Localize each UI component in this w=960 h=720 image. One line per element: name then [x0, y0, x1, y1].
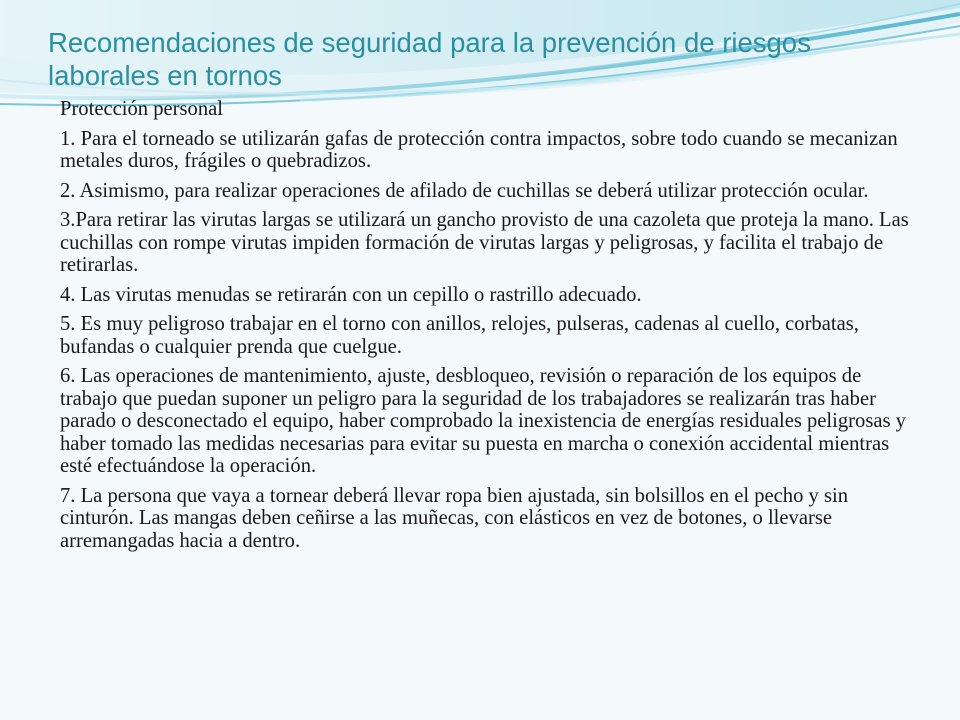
recommendation-item-7: 7. La persona que vaya a tornear deberá llevar ropa bien ajustada, sin bolsillos en el pecho y sin cinturón. Las mangas deben ceñirse a las muñecas, con elásticos en vez de botones, o llevarse arremangadas hacia a dentro.: [60, 484, 849, 552]
recommendation-item-3: 3.Para retirar las virutas largas se utilizará un gancho provisto de una cazoleta que proteja la mano. Las cuchillas con rompe virutas impiden formación de virutas largas y peligrosas, y facilita el trabajo de retirarlas.: [60, 209, 909, 276]
slide-title: Recomendaciones de seguridad para la prevención de riesgos laborales en tornos: [48, 27, 811, 91]
recommendation-item-5: 5. Es muy peligroso trabajar en el torno con anillos, relojes, pulseras, cadenas al cuello, corbatas, bufandas o cualquier prenda que cuelgue.: [60, 313, 859, 358]
recommendation-item-4: 4. Las virutas menudas se retirarán con un cepillo o rastrillo adecuado.: [60, 283, 642, 306]
section-heading: Protección personal: [60, 98, 223, 120]
slide-body: [60, 98, 920, 559]
recommendation-item-6: 6. Las operaciones de mantenimiento, ajuste, desbloqueo, revisión o reparación de los equipos de trabajo que puedan suponer un peligro para la seguridad de los trabajadores se realizarán tras haber parado o desconectado el equipo, haber comprobado la inexistencia de energías residuales peligrosas y haber tomado las medidas necesarias para evitar su puesta en marcha o conexión accidental mientras esté efectuándose la operación.: [60, 365, 906, 477]
recommendation-item-2: 2. Asimismo, para realizar operaciones de afilado de cuchillas se deberá utilizar protección ocular.: [60, 179, 869, 202]
recommendation-item-1: 1. Para el torneado se utilizarán gafas de protección contra impactos, sobre todo cuando se mecanizan metales duros, frágiles o quebradizos.: [60, 127, 898, 172]
